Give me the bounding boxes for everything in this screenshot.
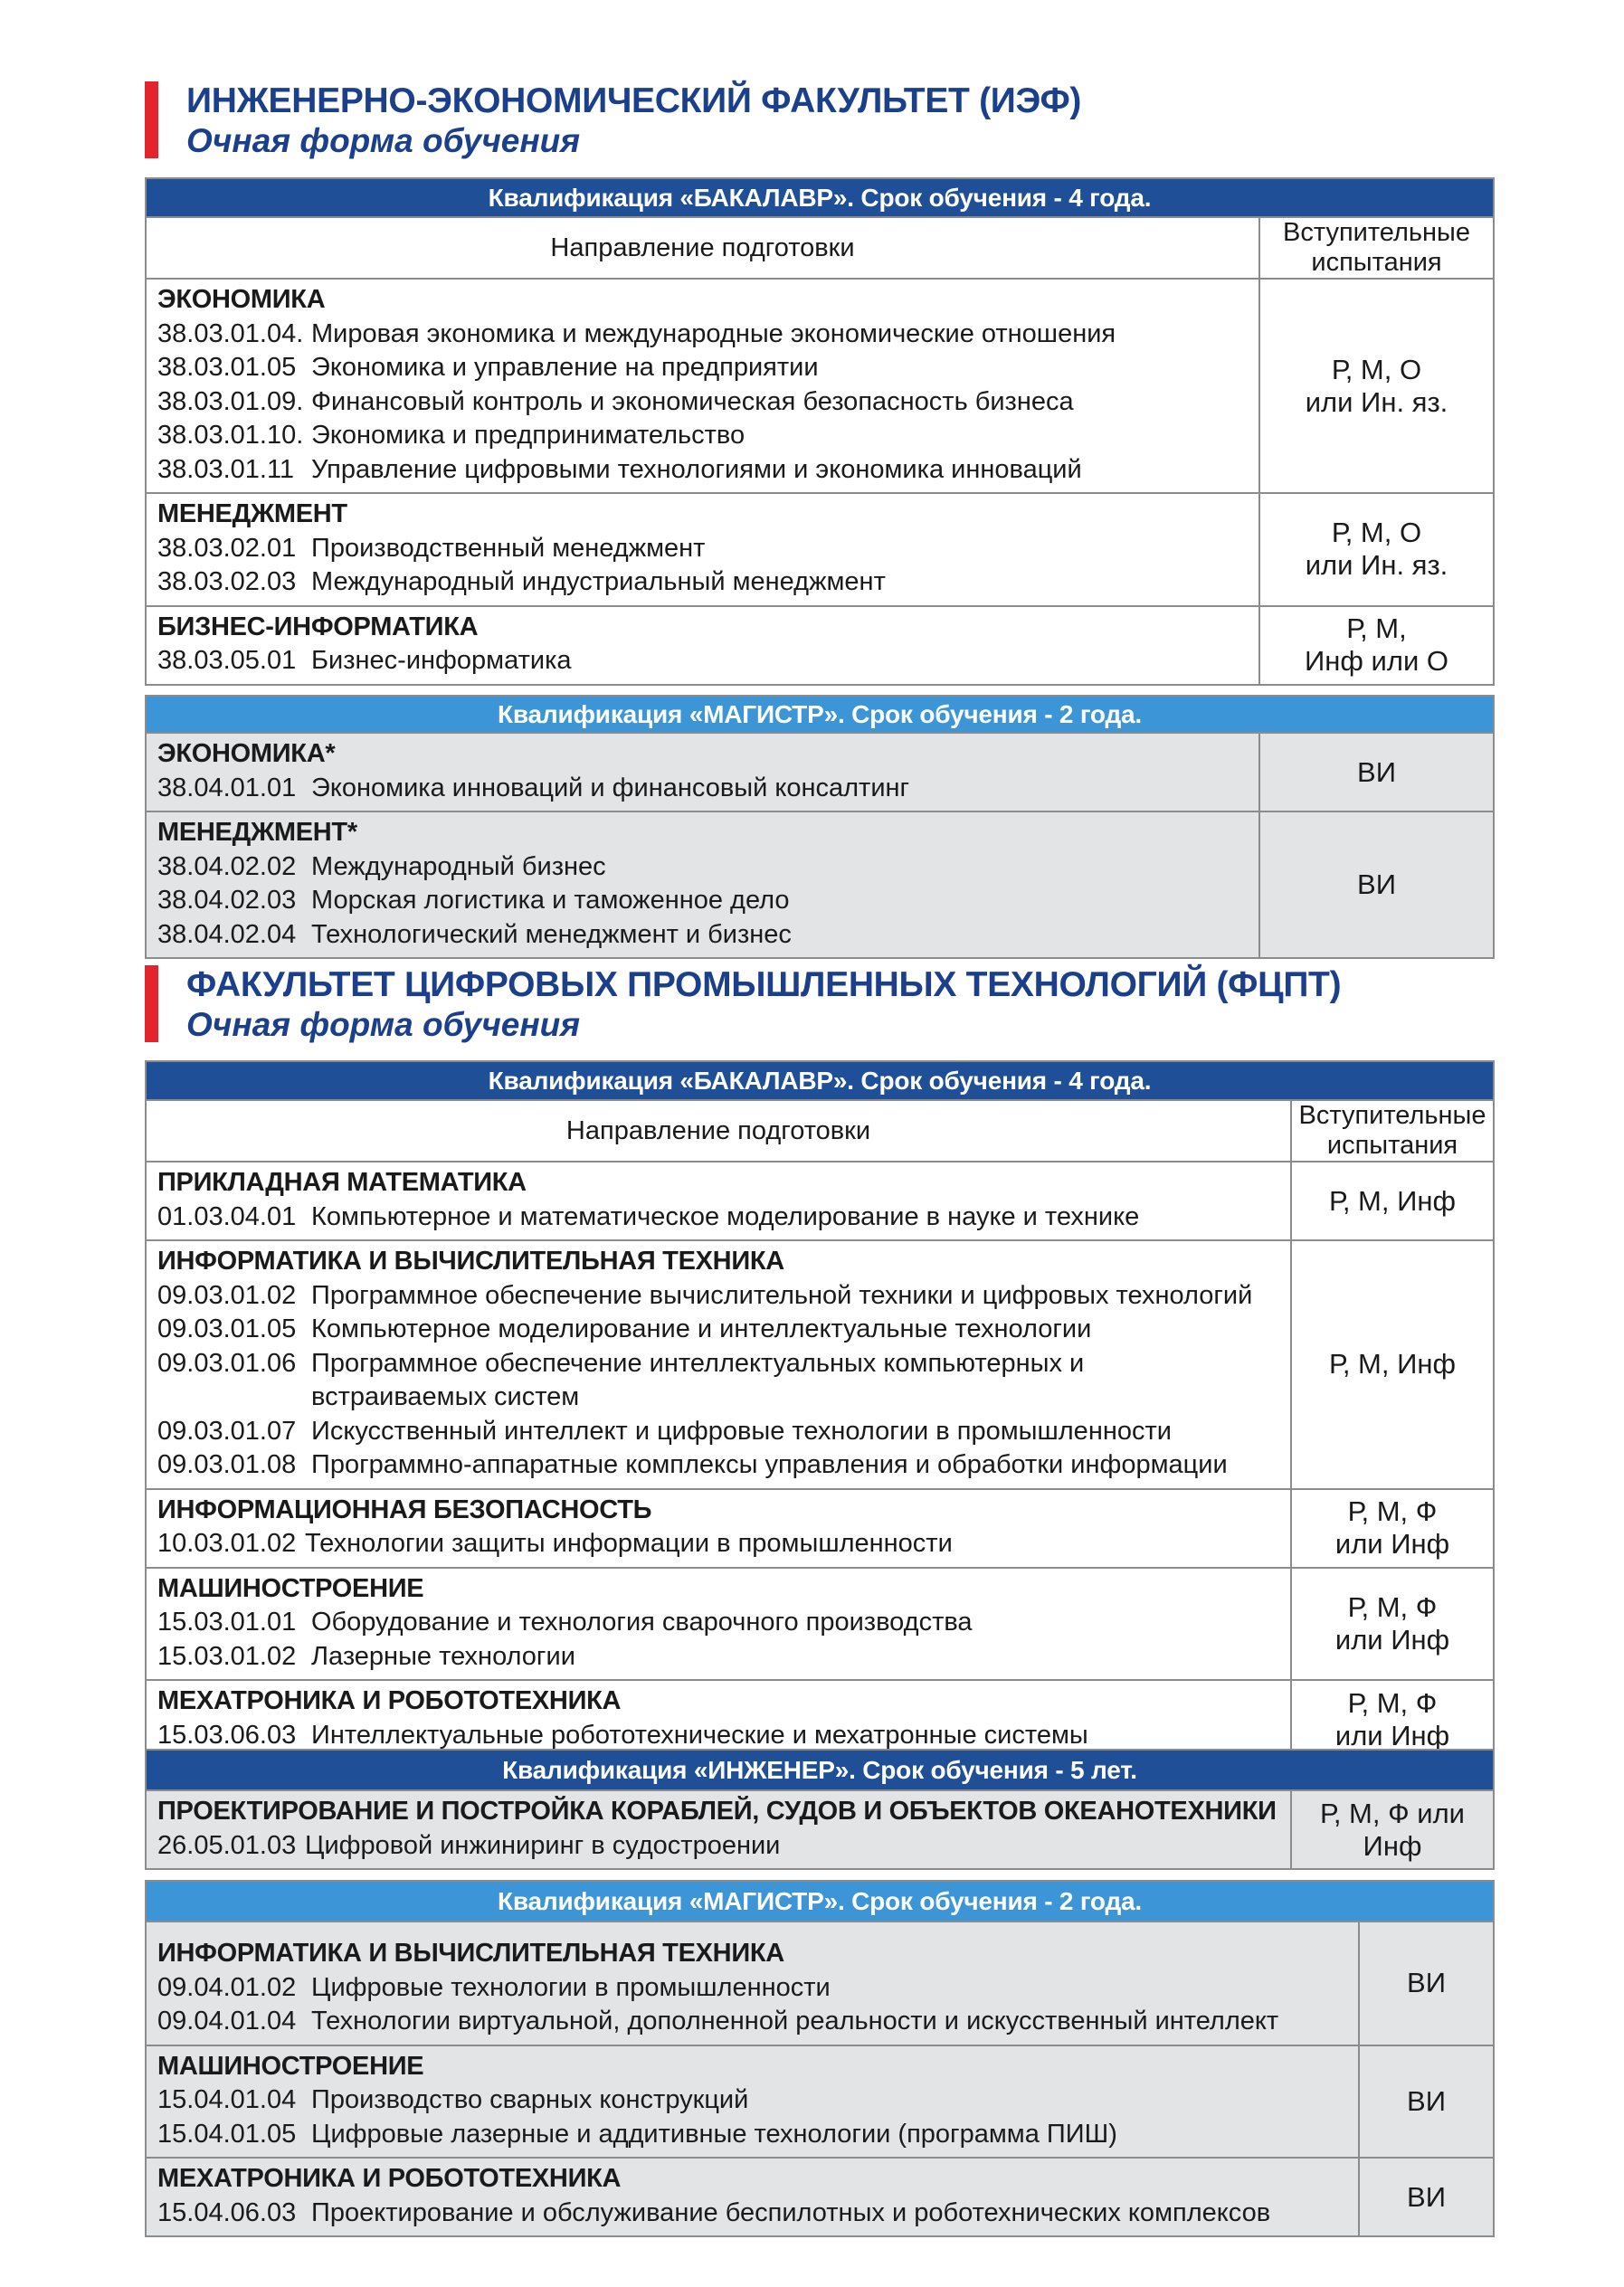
group-name: ПРИКЛАДНАЯ МАТЕМАТИКА xyxy=(157,1168,527,1197)
program-name: Оборудование и технология сварочного производства xyxy=(311,1608,973,1637)
program-name: Технологии защиты информации в промышленности xyxy=(305,1529,953,1558)
heading-accent-bar xyxy=(145,81,158,158)
entrance-exams: ВИ xyxy=(1359,2045,1493,2159)
entrance-exams: Р, М, О или Ин. яз. xyxy=(1259,279,1493,493)
program-name: Производственный менеджмент xyxy=(311,533,706,563)
group-name: МЕНЕДЖМЕНТ* xyxy=(157,818,357,847)
program-code: 38.03.01.05 xyxy=(157,353,297,382)
entrance-exams: Р, М, Ф или Инф xyxy=(1291,1568,1493,1681)
fcpt-bachelor-table xyxy=(145,1060,1495,1760)
faculty-subtitle: Очная форма обучения xyxy=(186,122,581,159)
program-row xyxy=(157,1313,1277,1347)
group-name: МЕХАТРОНИКА И РОБОТОТЕХНИКА xyxy=(157,2164,622,2193)
program-group xyxy=(147,811,1259,957)
program-group xyxy=(147,1790,1291,1868)
group-name: ИНФОРМАТИКА И ВЫЧИСЛИТЕЛЬНАЯ ТЕХНИКА xyxy=(157,1939,784,1968)
program-name: Интеллектуальные робототехнические и мехатронные системы xyxy=(311,1720,1088,1750)
program-row xyxy=(157,1640,1277,1675)
program-name: Экономика инноваций и финансовый консалтинг xyxy=(311,773,910,802)
faculty-title: ИНЖЕНЕРНО-ЭКОНОМИЧЕСКИЙ ФАКУЛЬТЕТ (ИЭФ) xyxy=(186,81,1082,120)
program-code: 15.04.01.05 xyxy=(157,2119,297,2149)
group-name: БИЗНЕС-ИНФОРМАТИКА xyxy=(157,612,479,641)
group-name: МЕНЕДЖМЕНТ xyxy=(157,499,347,528)
qualification-band: Квалификация «БАКАЛАВР». Срок обучения - 4 года. xyxy=(147,179,1493,217)
program-code: 09.04.01.02 xyxy=(157,1972,297,2002)
program-code: 38.03.02.03 xyxy=(157,567,297,596)
program-group xyxy=(147,606,1259,684)
program-code: 38.03.01.11 xyxy=(157,454,295,484)
program-row xyxy=(157,1719,1277,1753)
group-name: ЭКОНОМИКА* xyxy=(157,739,336,768)
program-name: Технологии виртуальной, дополненной реальности и искусственный интеллект xyxy=(311,2007,1279,2036)
program-group xyxy=(147,733,1259,811)
faculty-title: ФАКУЛЬТЕТ ЦИФРОВЫХ ПРОМЫШЛЕННЫХ ТЕХНОЛОГИЙ (ФЦПТ) xyxy=(186,965,1342,1004)
program-group xyxy=(147,493,1259,606)
column-header-direction: Направление подготовки xyxy=(147,1100,1291,1162)
program-row xyxy=(157,453,1246,488)
program-row xyxy=(157,565,1246,600)
program-name: Цифровые лазерные и аддитивные технологии (программа ПИШ) xyxy=(311,2119,1117,2149)
entrance-exams: Р, М, Инф xyxy=(1291,1240,1493,1489)
program-code: 15.04.06.03 xyxy=(157,2197,297,2227)
qualification-band: Квалификация «МАГИСТР». Срок обучения - 2 года. xyxy=(147,697,1493,733)
program-row xyxy=(157,351,1246,385)
column-header-exams: Вступительные испытания xyxy=(1291,1100,1493,1162)
program-code: 26.05.01.03 xyxy=(157,1830,297,1860)
program-group xyxy=(147,2158,1359,2235)
entrance-exams: Р, М, Ф или Инф xyxy=(1291,1489,1493,1568)
entrance-exams: ВИ xyxy=(1259,811,1493,957)
program-name: Технологический менеджмент и бизнес xyxy=(311,919,792,949)
program-name: Компьютерное моделирование и интеллектуальные технологии xyxy=(311,1314,1092,1343)
entrance-exams: Р, М, Инф xyxy=(1291,1162,1493,1240)
qualification-band: Квалификация «БАКАЛАВР». Срок обучения - 4 года. xyxy=(147,1062,1493,1100)
program-code: 15.04.01.04 xyxy=(157,2085,297,2114)
program-code: 09.04.01.04 xyxy=(157,2007,297,2036)
program-code: 09.03.01.02 xyxy=(157,1280,297,1310)
program-name: Мировая экономика и международные экономические отношения xyxy=(311,318,1116,348)
faculty-subtitle: Очная форма обучения xyxy=(186,1006,581,1043)
group-name: МЕХАТРОНИКА И РОБОТОТЕХНИКА xyxy=(157,1686,622,1715)
program-name: Бизнес-информатика xyxy=(311,646,572,675)
program-name: Морская логистика и таможенное дело xyxy=(311,886,790,915)
column-header-exams: Вступительные испытания xyxy=(1259,217,1493,279)
group-name: МАШИНОСТРОЕНИЕ xyxy=(157,2051,424,2081)
program-row xyxy=(157,1279,1277,1314)
program-row xyxy=(157,2197,1345,2231)
program-row xyxy=(157,532,1246,566)
program-row xyxy=(157,318,1246,352)
program-code: 10.03.01.02 xyxy=(157,1529,297,1558)
program-code: 09.03.01.06 xyxy=(157,1348,297,1378)
program-code: 38.04.02.03 xyxy=(157,886,297,915)
qualification-band: Квалификация «ИНЖЕНЕР». Срок обучения - 5 лет. xyxy=(147,1751,1493,1790)
program-code: 38.03.02.01 xyxy=(157,533,297,563)
entrance-exams: ВИ xyxy=(1359,2158,1493,2235)
program-group xyxy=(147,1489,1291,1568)
program-row xyxy=(157,644,1246,679)
program-group xyxy=(147,1922,1359,2045)
program-code: 38.03.05.01 xyxy=(157,646,297,675)
group-name: МАШИНОСТРОЕНИЕ xyxy=(157,1573,424,1603)
program-code: 38.03.01.09. xyxy=(157,386,304,416)
qualification-band: Квалификация «МАГИСТР». Срок обучения - 2 года. xyxy=(147,1882,1493,1922)
program-name: Проектирование и обслуживание беспилотных и роботехнических комплексов xyxy=(311,2197,1271,2227)
program-row xyxy=(157,385,1246,420)
program-row xyxy=(157,1829,1277,1864)
program-name: Финансовый контроль и экономическая безопасность бизнеса xyxy=(311,386,1074,416)
entrance-exams: ВИ xyxy=(1359,1922,1493,2045)
program-row xyxy=(157,2005,1345,2039)
program-name: Международный индустриальный менеджмент xyxy=(311,567,886,596)
program-name: Искусственный интеллект и цифровые технологии в промышленности xyxy=(311,1416,1172,1446)
program-name: Компьютерное и математическое моделирование в науке и технике xyxy=(311,1201,1140,1231)
program-row xyxy=(157,2083,1345,2118)
program-name: Программно-аппаратные комплексы управления и обработки информации xyxy=(311,1450,1228,1479)
program-code: 38.04.02.04 xyxy=(157,919,297,949)
program-code: 38.03.01.10. xyxy=(157,421,304,450)
program-row xyxy=(157,1415,1277,1449)
program-group xyxy=(147,2045,1359,2159)
program-row xyxy=(157,918,1246,953)
program-row xyxy=(157,419,1246,453)
program-code: 38.03.01.04. xyxy=(157,318,304,348)
program-row xyxy=(157,1347,1277,1415)
program-name: Программное обеспечение вычислительной техники и цифровых технологий xyxy=(311,1280,1253,1310)
program-row xyxy=(157,772,1246,806)
program-group xyxy=(147,1568,1291,1681)
group-name: ИНФОРМАЦИОННАЯ БЕЗОПАСНОСТЬ xyxy=(157,1495,652,1524)
entrance-exams: Р, М, Ф или Инф xyxy=(1291,1680,1493,1758)
program-name: Программное обеспечение интеллектуальных компьютерных и встраиваемых систем xyxy=(311,1348,1085,1411)
program-code: 15.03.06.03 xyxy=(157,1720,297,1750)
ief-bachelor-table xyxy=(145,177,1495,686)
entrance-exams: Р, М, Инф или О xyxy=(1259,606,1493,684)
program-name: Производство сварных конструкций xyxy=(311,2085,749,2114)
program-group xyxy=(147,279,1259,493)
entrance-exams: ВИ xyxy=(1259,733,1493,811)
fcpt-master-table xyxy=(145,1880,1495,2237)
program-row xyxy=(157,1448,1277,1483)
program-name: Управление цифровыми технологиями и экономика инноваций xyxy=(311,454,1082,484)
program-code: 15.03.01.02 xyxy=(157,1641,297,1671)
group-name: ПРОЕКТИРОВАНИЕ И ПОСТРОЙКА КОРАБЛЕЙ, СУДОВ И ОБЪЕКТОВ ОКЕАНОТЕХНИКИ xyxy=(157,1797,1277,1826)
program-row xyxy=(157,884,1246,918)
program-row xyxy=(157,1527,1277,1561)
group-name: ЭКОНОМИКА xyxy=(157,285,326,314)
program-code: 38.04.02.02 xyxy=(157,851,297,881)
program-code: 09.03.01.07 xyxy=(157,1416,297,1446)
entrance-exams: Р, М, Ф или Инф xyxy=(1291,1790,1493,1868)
column-header-direction: Направление подготовки xyxy=(147,217,1259,279)
heading-accent-bar xyxy=(145,965,158,1042)
group-name: ИНФОРМАТИКА И ВЫЧИСЛИТЕЛЬНАЯ ТЕХНИКА xyxy=(157,1247,784,1276)
program-code: 09.03.01.08 xyxy=(157,1450,297,1479)
program-name: Цифровой инжиниринг в судостроении xyxy=(305,1830,781,1860)
program-code: 15.03.01.01 xyxy=(157,1608,297,1637)
program-name: Экономика и предпринимательство xyxy=(311,421,746,450)
program-row xyxy=(157,2118,1345,2152)
program-name: Экономика и управление на предприятии xyxy=(311,353,819,382)
program-row xyxy=(157,1200,1277,1235)
program-group xyxy=(147,1162,1291,1240)
program-group xyxy=(147,1240,1291,1489)
program-row xyxy=(157,850,1246,885)
program-code: 38.04.01.01 xyxy=(157,773,297,802)
program-group xyxy=(147,1680,1291,1758)
program-code: 09.03.01.05 xyxy=(157,1314,297,1343)
program-row xyxy=(157,1606,1277,1640)
program-row xyxy=(157,1971,1345,2006)
program-name: Цифровые технологии в промышленности xyxy=(311,1972,831,2002)
fcpt-engineer-table xyxy=(145,1749,1495,1870)
entrance-exams: Р, М, О или Ин. яз. xyxy=(1259,493,1493,606)
program-code: 01.03.04.01 xyxy=(157,1201,297,1231)
program-name: Лазерные технологии xyxy=(311,1641,575,1671)
ief-master-table xyxy=(145,695,1495,959)
program-name: Международный бизнес xyxy=(311,851,606,881)
